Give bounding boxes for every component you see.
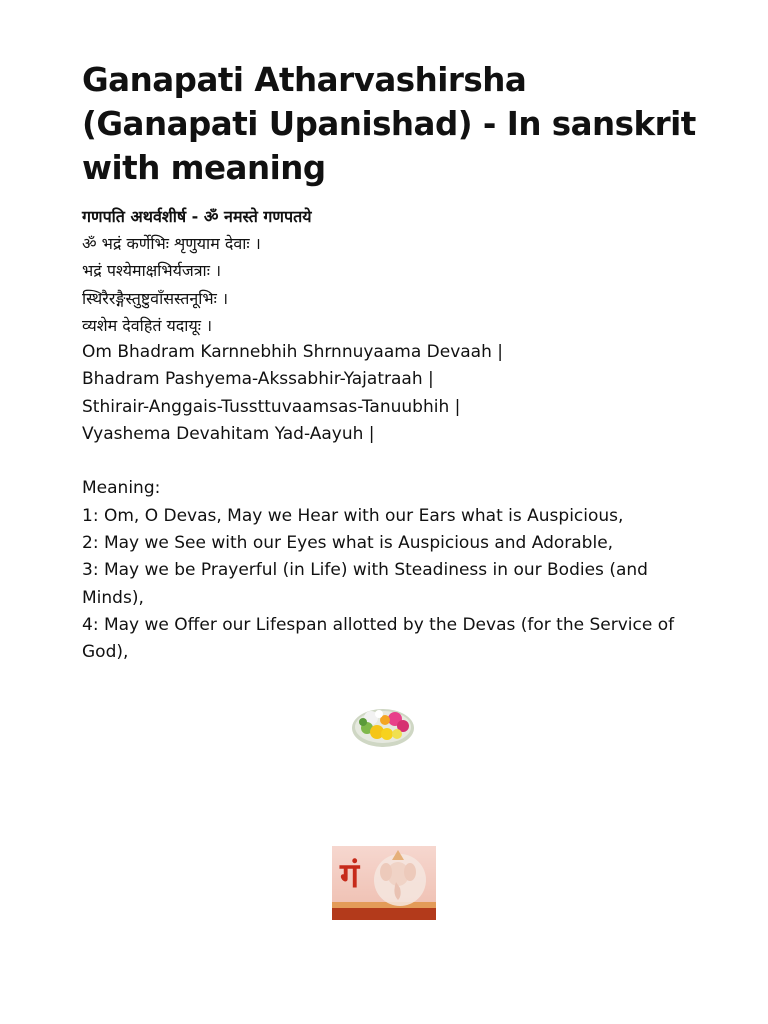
ganesha-glyph: गं [340,856,360,896]
sanskrit-line: भद्रं पश्येमाक्षभिर्यजत्राः । [82,261,222,281]
verse-block [82,230,702,666]
transliteration-line: Bhadram Pashyema-Akssabhir-Yajatraah | [82,369,434,390]
sanskrit-line: स्थिरैरङ्गैस्तुष्टुवाँसस्तनूभिः । [82,288,229,308]
transliteration-line: Vyashema Devahitam Yad-Aayuh | [82,424,375,445]
meaning-heading: Meaning: [82,478,161,499]
meaning-line: 4: May we Offer our Lifespan allotted by the Devas (for the Service of God), [82,614,675,663]
document-body [82,58,702,666]
sanskrit-line: ॐ भद्रं कर्णेभिः शृणुयाम देवाः । [82,234,261,253]
transliteration-line: Sthirair-Anggais-Tussttuvaamsas-Tanuubhih | [82,396,461,417]
meaning-line: 2: May we See with our Eyes what is Auspicious and Adorable, [82,532,614,553]
meaning-block [82,475,702,666]
sanskrit-subheading: गणपति अथर्वशीर्ष - ॐ नमस्ते गणपतये [82,207,312,226]
meaning-line: 1: Om, O Devas, May we Hear with our Ears what is Auspicious, [82,505,624,526]
sanskrit-line: व्यशेम देवहितं यदायूः । [82,315,213,335]
flower-plate-image [351,704,415,748]
meaning-line: 3: May we be Prayerful (in Life) with Steadiness in our Bodies (and Minds), [82,560,648,608]
paragraph-spacer [82,448,702,475]
ganesha-image [332,846,436,920]
transliteration-line: Om Bhadram Karnnebhih Shrnnuyaama Devaah | [82,342,503,363]
page-title: Ganapati Atharvashirsha (Ganapati Upanishad) - In sanskrit with meaning [82,61,696,187]
